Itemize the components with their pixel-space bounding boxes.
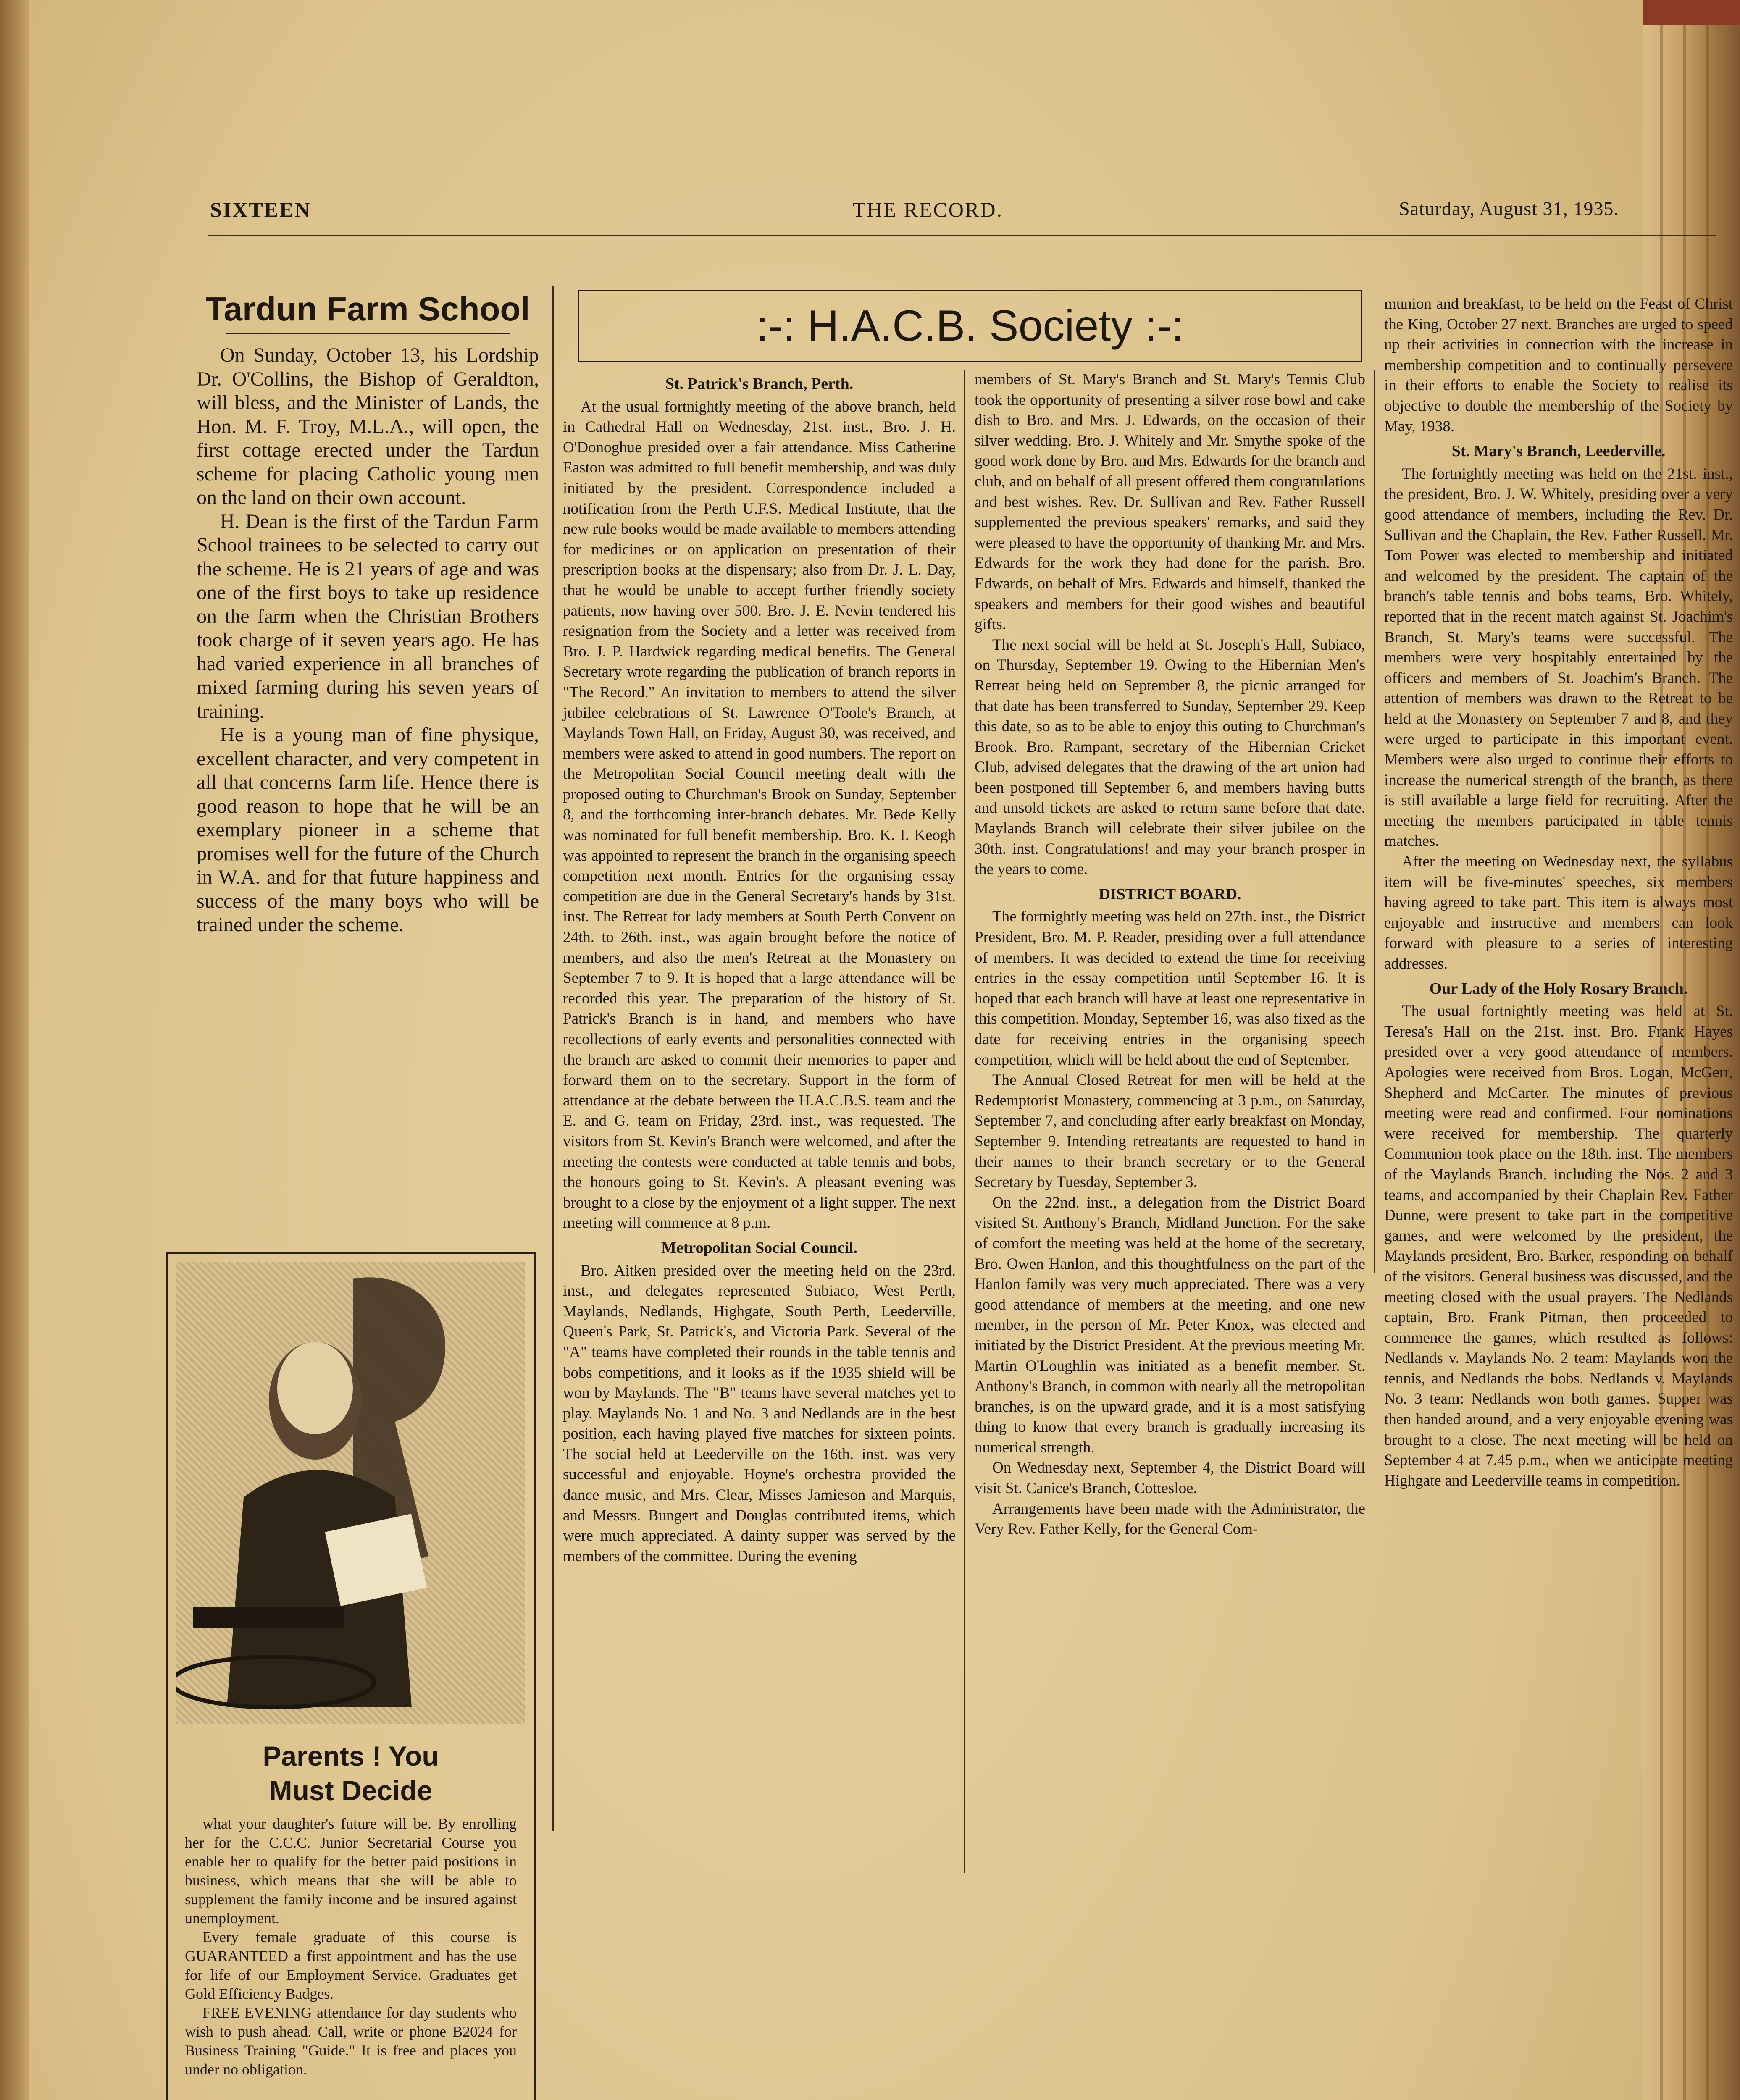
college-headline-1: Parents ! You [263, 1740, 439, 1772]
hacb-column-1 [563, 370, 956, 1567]
report-paragraph: The fortnightly meeting was held on 27th. inst., the District President, Bro. M. P. Reader, presiding over a full attendance of members. It was decided to extend the time for receiving entries in the essay competition until September 16. It is hoped that each branch will have at least one representative in this competition. Monday, September 16, was also fixed as the date for receiving entries in the organising speech competition, which will be held about the end of September. [975, 908, 1365, 1068]
issue-date: Saturday, August 31, 1935. [1399, 198, 1619, 219]
hacb-column-2 [975, 370, 1365, 1540]
report-paragraph: The Annual Closed Retreat for men will be held at the Redemptorist Monastery, commencing at 3 p.m., on Saturday, September 7, and concluding after early breakfast on Monday, September 9. Intending retreatants are requested to hand in their names to their branch secretary or to the General Secretary by Tuesday, September 3. [975, 1071, 1365, 1191]
report-paragraph: The usual fortnightly meeting was held at St. Teresa's Hall on the 21st. inst. Bro. Frank Hayes presided over a very good attendance of members. Apologies were received from Bros. Logan, McGerr, Shepherd and McCarter. The minutes of previous meeting were read and confirmed. Four nominations were received for membership. The quarterly Communion took place on the 18th. inst. The members of the Maylands Branch, including the Nos. 2 and 3 teams, and accompanied by their Chaplain Rev. Father Dunne, were present to take part in the competitive games, and were welcomed by the president, the Maylands president, Bro. Barker, responding on behalf of the visitors. General business was discussed, and the meeting closed with the usual prayers. The Nedlands captain, Bro. Frank Pitman, then proceeded to commence the games, which resulted as follows: Nedlands v. Maylands No. 2 team: Maylands won the tennis, and Nedlands the bobs. Nedlands v. Maylands No. 3 team: Nedlands won both games. Supper was then handed around, and a very enjoyable evening was brought to a close. The next meeting will be held on September 4 at 7.45 p.m., when we anticipate meeting Highgate and Leederville teams in competition. [1384, 1003, 1733, 1489]
report-paragraph: At the usual fortnightly meeting of the above branch, held in Cathedral Hall on Wednesday, 21st. inst., Bro. J. H. O'Donoghue presided over a fair attendance. Miss Catherine Easton was admitted to full benefit membership, and was duly initiated by the president. Correspondence included a notification from the Perth U.F.S. Medical Institute, that the new rule books would be made available to members attending for medicines or on application on presentation of their prescription books at the dispensary; also from Dr. J. L. Day, that he would be unable to accept further friendly society patients, now having over 500. Bro. J. E. Nevin tendered his resignation from the Society and a letter was received from Bro. J. P. Hardwick regarding medical benefits. The General Secretary wrote regarding the publication of branch reports in "The Record." An invitation to members to attend the silver jubilee celebrations of St. Lawrence O'Toole's Branch, at Maylands Town Hall, on Friday, August 30, was received, and members were asked to attend in good numbers. The report on the Metropolitan Social Council meeting dealt with the proposed outing to Churchman's Brook on Sunday, September 8, and the forthcoming inter-branch debates. Mr. Bede Kelly was nominated for full benefit membership. Bro. K. I. Keogh was appointed to represent the branch in the organising speech competition next month. Entries for the organising essay competition are due in the General Secretary's hands by 31st. inst. The Retreat for lady members at South Perth Convent on 24th. to 26th. inst., was again brought before the notice of members, and also the men's Retreat at the Monastery on September 7 to 9. It is hoped that a large attendance will be recorded this year. The preparation of the history of St. Patrick's Branch is in hand, and members who have recollections of early events and personalities connected with the branch are asked to commit their memories to paper and forward them on to the secretary. Support in the form of attendance at the debate between the H.A.C.B.S. team and the E. and G. team on Friday, 23rd. inst., was requested. The visitors from St. Kevin's Branch were welcomed, and after the meeting the contests were conducted at table tennis and bobs, the honours going to St. Kevin's. A pleasant evening was brought to a close by the enjoyment of a light supper. The next meeting will commence at 8 p.m. [563, 398, 956, 1232]
branch-heading: DISTRICT BOARD. [1099, 885, 1241, 903]
column-rule [1374, 370, 1375, 1273]
reading-man-illustration [176, 1262, 525, 1724]
report-paragraph: The fortnightly meeting was held on the 21st. inst., the president, Bro. J. W. Whitely, presiding over a very good attendance of members, including the Rev. Dr. Sullivan and the Chaplain, the Rev. Father Russell. Mr. Tom Power was elected to membership and initiated and welcomed by the president. The captain of the branch's table tennis and bobs teams, Bro. Whitely, reported that in the recent match against St. Joachim's Branch, St. Mary's teams were successful. The members were very hospitably entertained by the officers and members of St. Joachim's Branch. The attention of members was drawn to the Retreat to be held at the Monastery on September 7 and 8, and they were urged to participate in this important event. Members were also urged to continue their efforts to increase the numerical strength of the branch, as there is still available a large field for recruiting. After the meeting the members participated in table tennis matches. [1384, 465, 1733, 850]
college-body: what your daughter's future will be. By enrolling her for the C.C.C. Junior Secretarial Course you enable her to qualify for the better paid positions in business, which means that she will be able to supplement the family income and be insured against unemployment. [185, 1815, 517, 1927]
tardun-paragraph: H. Dean is the first of the Tardun Farm School trainees to be selected to carry out the scheme. He is 21 years of age and was one of the first boys to take up residence on the farm when the Christian Brothers took charge of it seven years ago. He has had varied experience in all branches of mixed farming during his seven years of training. [197, 510, 539, 722]
report-paragraph: members of St. Mary's Branch and St. Mary's Tennis Club took the opportunity of presenting a silver rose bowl and cake dish to Bro. and Mrs. J. Edwards, on the occasion of their silver wedding. Bro. J. Whitely and Mr. Smythe spoke of the good work done by Bro. and Mrs. Edwards for the branch and club, and on behalf of all present offered them congratulations and best wishes. Rev. Dr. Sullivan and Rev. Father Russell supplemented the previous speakers' remarks, and said they were pleased to have the opportunity of thanking Mr. and Mrs. Edwards for the work they had done for the parish. Bro. Edwards, on behalf of Mrs. Edwards and himself, thanked the speakers and members for their good wishes and beautiful gifts. [975, 371, 1365, 633]
report-paragraph: munion and breakfast, to be held on the Feast of Christ the King, October 27 next. Branches are urged to speed up their activities in connection with the increase in membership competition and to continually persevere in their efforts to enable the Society to realise its objective to double the membership of the Society by May, 1938. [1384, 295, 1733, 435]
column-rule [552, 286, 554, 1831]
report-paragraph: On Wednesday next, September 4, the District Board will visit St. Canice's Branch, Cottesloe. [975, 1459, 1365, 1497]
college-advertisement [166, 1252, 536, 2100]
branch-heading: St. Patrick's Branch, Perth. [665, 375, 854, 393]
page-number: SIXTEEN [210, 198, 311, 221]
report-paragraph: Bro. Aitken presided over the meeting held on the 23rd. inst., and delegates represented Subiaco, West Perth, Maylands, Nedlands, Highgate, South Perth, Leederville, Queen's Park, St. Patrick's, and Victoria Park. Several of the "A" teams have completed their rounds in the table tennis and bobs competitions, and it looks as if the 1935 shield will be won by Maylands. The "B" teams have several matches yet to play. Maylands No. 1 and No. 3 and Nedlands are in the best position, each having played five matches for sixteen points. The social held at Leederville on the 16th. inst. was very successful and enjoyable. Hoyne's orchestra provided the dance music, and Mrs. Clear, Misses Jamieson and Marquis, and Messrs. Bungert and Douglas contributed items, which were much appreciated. A dainty supper was served by the members of the committee. During the evening [563, 1262, 956, 1565]
tardun-article [197, 290, 539, 937]
hacb-society-heading: :-: H.A.C.B. Society :-: [578, 290, 1362, 362]
college-body: FREE EVENING attendance for day students who wish to push ahead. Call, write or phone B2024 for Business Training "Guide." It is free and places you under no obligation. [185, 2004, 517, 2078]
report-paragraph: After the meeting on Wednesday next, the syllabus item will be five-minutes' speeches, six members having agreed to take part. This item is always most enjoyable and instructive and members can look forward with pleasure to a series of interesting addresses. [1384, 853, 1733, 972]
tardun-paragraph: On Sunday, October 13, his Lordship Dr. O'Collins, the Bishop of Geraldton, will bless, and the Minister of Lands, the Hon. M. F. Troy, M.L.A., will open, the first cottage erected under the Tardun scheme for placing Catholic young men on the land on their own account. [197, 344, 539, 509]
binding-tab [1643, 0, 1740, 25]
college-body: Every female graduate of this course is GUARANTEED a first appointment and has the use for life of our Employment Service. Graduates get Gold Efficiency Badges. [185, 1929, 517, 2002]
report-paragraph: The next social will be held at St. Joseph's Hall, Subiaco, on Thursday, September 19. Owing to the Hibernian Men's Retreat being held on September 8, the picnic arranged for that date has been transferred to Sunday, September 29. Keep this date, so as to be able to enjoy this outing to Churchman's Brook. Bro. Rampant, secretary of the Hibernian Cricket Club, advised delegates that the drawing of the art union had been postponed till September 6, and members having butts and unsold tickets are asked to return same before that date. Maylands Branch will celebrate their silver jubilee on the 30th. inst. Congratulations! and may your branch prosper in the years to come. [975, 636, 1365, 878]
report-paragraph: On the 22nd. inst., a delegation from the District Board visited St. Anthony's Branch, Midland Junction. For the sake of comfort the meeting was held at the home of the secretary, Bro. Owen Hanlon, and this thoughtfulness on the part of the Hanlon family was very much appreciated. There was a very good attendance of members at the meeting, and one new member, in the person of Mr. Peter Knox, was elected and initiated by the District President. At the previous meeting Mr. Martin O'Loughlin was initiated as a benefit member. St. Anthony's Branch, in common with nearly all the metropolitan branches, is on the upward grade, and it is a most satisfying thing to know that every branch is gradually increasing its numerical strength. [975, 1194, 1365, 1456]
column-rule [964, 370, 965, 1873]
page-left-edge [0, 0, 29, 2100]
masthead-title: THE RECORD. [853, 198, 1003, 221]
report-paragraph: Arrangements have been made with the Administrator, the Very Rev. Father Kelly, for the General Com- [975, 1500, 1365, 1538]
tardun-paragraph: He is a young man of fine physique, excellent character, and very competent in all that concerns farm life. Hence there is good reason to hope that he will be an exemplary pioneer in a scheme that promises well for the future of the Church in W.A. and for that future happiness and success of the many boys who will be trained under the scheme. [197, 724, 539, 936]
branch-heading: St. Mary's Branch, Leederville. [1451, 442, 1666, 460]
hacb-column-3 [1384, 294, 1733, 1491]
tardun-headline: Tardun Farm School [205, 290, 530, 328]
branch-heading: Our Lady of the Holy Rosary Branch. [1429, 979, 1688, 998]
branch-heading: Metropolitan Social Council. [661, 1239, 857, 1257]
college-headline-2: Must Decide [269, 1775, 433, 1806]
header-rule [208, 235, 1716, 236]
